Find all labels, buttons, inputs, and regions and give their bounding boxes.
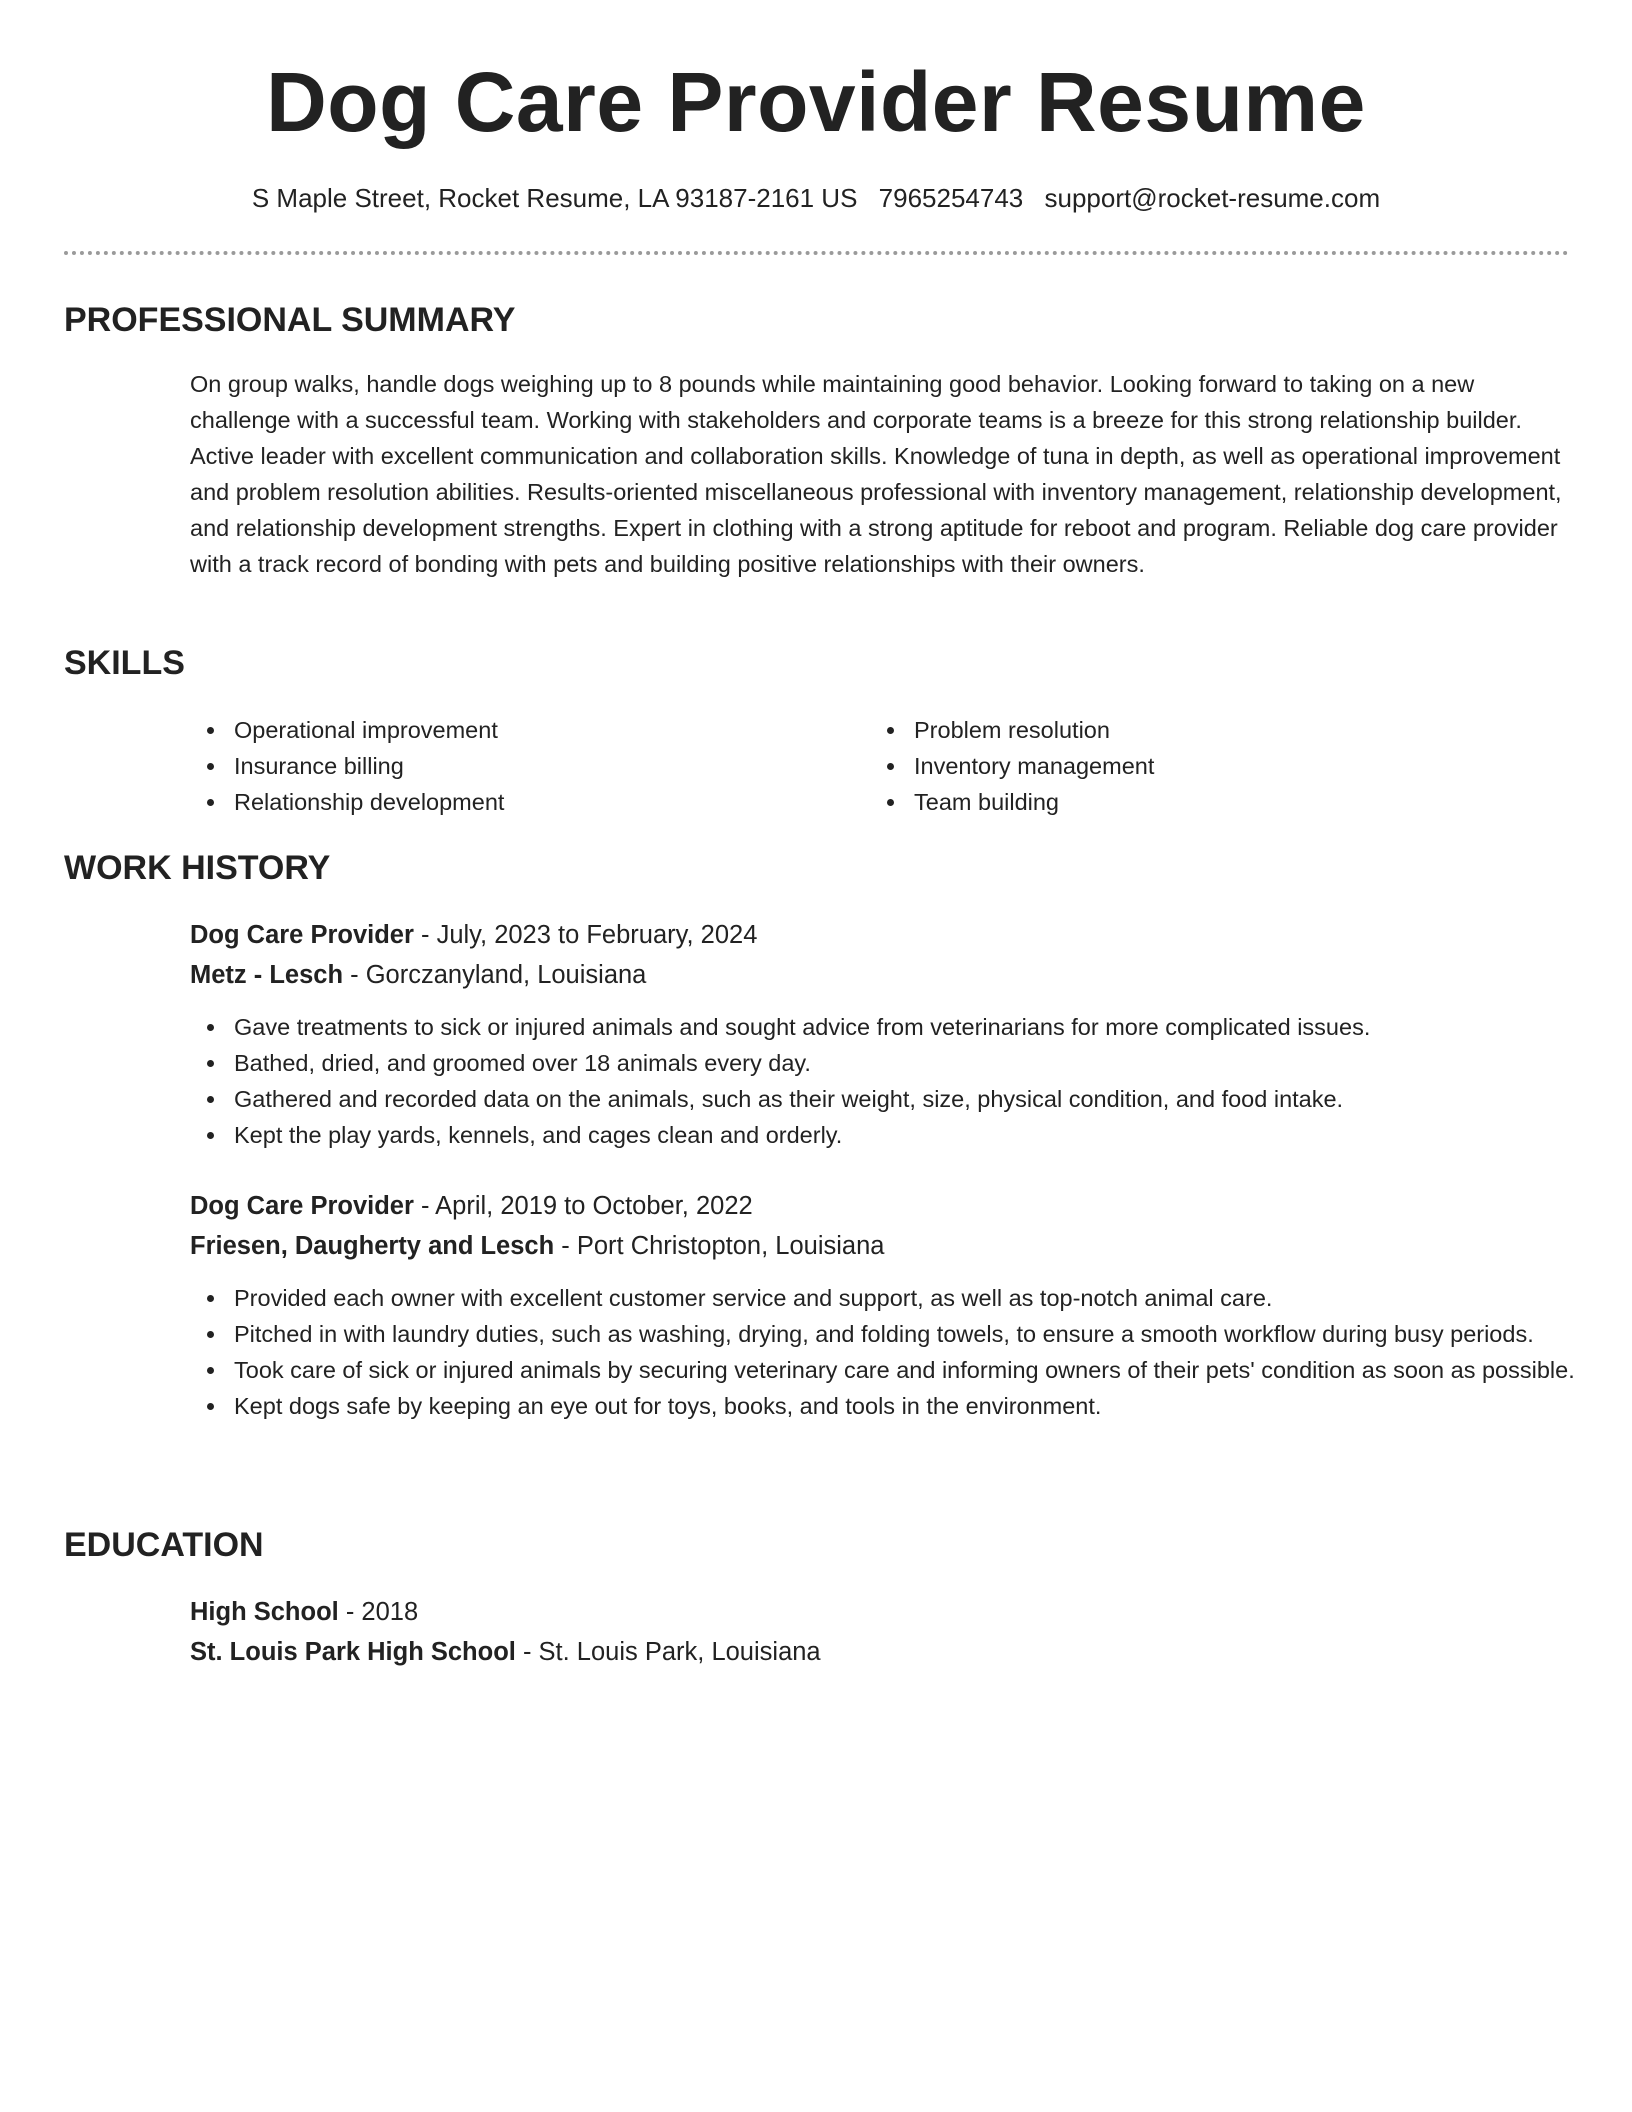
job-title-line: [190, 1186, 1575, 1226]
job-company: Friesen, Daugherty and Lesch: [190, 1232, 555, 1260]
contact-line: [0, 180, 1632, 216]
job-duty: Kept the play yards, kennels, and cages clean and orderly.: [190, 1117, 1575, 1153]
job-location: - Port Christopton, Louisiana: [554, 1232, 885, 1260]
job-title-line: [190, 915, 1575, 955]
summary-text: On group walks, handle dogs weighing up to 8 pounds while maintaining good behavior. Looking forward to taking on a new challenge with a successful team. Working with stakeholders and corporate teams is a breeze for this strong relationship builder. Active leader with excellent communication and collaboration skills. Knowledge of tuna in depth, as well as operational improvement and problem resolution abilities. Results-oriented miscellaneous professional with inventory management, relationship development, and relationship development strengths. Expert in clothing with a strong aptitude for reboot and program. Reliable dog care provider with a track record of bonding with pets and building positive relationships with their owners.: [190, 371, 1562, 577]
education-entry: [190, 1592, 1575, 1672]
skills-list: [190, 712, 1575, 820]
contact-address: S Maple Street, Rocket Resume, LA 93187-2161 US: [251, 183, 858, 213]
job-role: Dog Care Provider: [190, 921, 414, 949]
job-company: Metz - Lesch: [190, 961, 344, 989]
skill-item: Insurance billing: [190, 748, 870, 784]
work-heading: WORK HISTORY: [64, 849, 331, 887]
job-duty: Gave treatments to sick or injured animals and sought advice from veterinarians for more complicated issues.: [190, 1009, 1575, 1045]
job-duties: [190, 1009, 1575, 1153]
skill-item: Team building: [870, 784, 1550, 820]
job-dates: - April, 2019 to October, 2022: [413, 1192, 753, 1220]
resume-title: Dog Care Provider Resume: [266, 55, 1366, 149]
job-company-line: [190, 1226, 1575, 1266]
job-duty: Took care of sick or injured animals by securing veterinary care and informing owners of their pets' condition as soon as possible.: [190, 1352, 1575, 1388]
job-company-line: [190, 955, 1575, 995]
job-duty: Pitched in with laundry duties, such as washing, drying, and folding towels, to ensure a smooth workflow during busy periods.: [190, 1316, 1575, 1352]
job-entry: [190, 915, 1575, 1153]
education-heading: EDUCATION: [64, 1526, 264, 1564]
education-degree-line: [190, 1592, 1575, 1632]
education-degree: High School: [190, 1598, 339, 1626]
education-location: - St. Louis Park, Louisiana: [515, 1638, 821, 1666]
education-school-line: [190, 1632, 1575, 1672]
job-duties: [190, 1280, 1575, 1424]
skill-item: Problem resolution: [870, 712, 1550, 748]
job-duty: Bathed, dried, and groomed over 18 animals every day.: [190, 1045, 1575, 1081]
skills-heading: SKILLS: [64, 644, 185, 682]
job-entry: [190, 1186, 1575, 1424]
skill-item: Operational improvement: [190, 712, 870, 748]
job-duty: Kept dogs safe by keeping an eye out for toys, books, and tools in the environment.: [190, 1388, 1575, 1424]
contact-phone: 7965254743: [878, 183, 1024, 213]
job-dates: - July, 2023 to February, 2024: [413, 921, 758, 949]
job-role: Dog Care Provider: [190, 1192, 414, 1220]
skill-item: Inventory management: [870, 748, 1550, 784]
skill-item: Relationship development: [190, 784, 870, 820]
contact-email: support@rocket-resume.com: [1044, 183, 1381, 213]
education-year: - 2018: [338, 1598, 419, 1626]
header-divider: [64, 251, 1569, 255]
job-location: - Gorczanyland, Louisiana: [343, 961, 647, 989]
job-duty: Provided each owner with excellent customer service and support, as well as top-notch animal care.: [190, 1280, 1575, 1316]
summary-heading: PROFESSIONAL SUMMARY: [64, 301, 516, 339]
education-school: St. Louis Park High School: [190, 1638, 516, 1666]
job-duty: Gathered and recorded data on the animals, such as their weight, size, physical condition, and food intake.: [190, 1081, 1575, 1117]
